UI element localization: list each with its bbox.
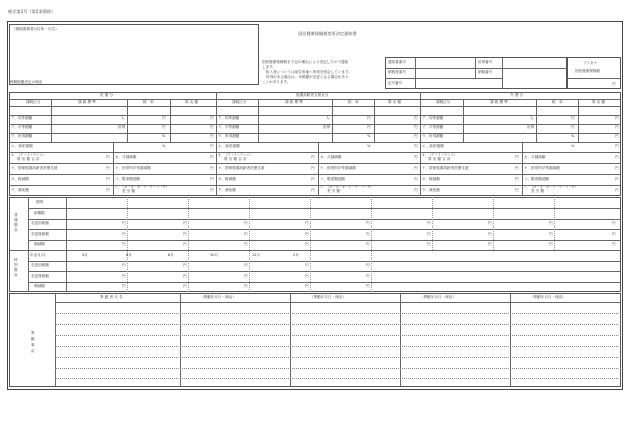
- unit-yen: 円: [615, 116, 619, 120]
- row-i-care: ケ、国保後期高齢者医療支援: [422, 166, 469, 170]
- stamp-top: フリガナ: [583, 61, 598, 65]
- notice-line6: ことがあります。: [262, 80, 291, 84]
- unit-yen: 円: [210, 134, 214, 138]
- month-3: 10月: [210, 253, 219, 257]
- unit-percent: %: [162, 144, 166, 148]
- unit-yen: 円: [183, 242, 187, 246]
- unit-yen: 円: [122, 232, 126, 236]
- notice-line4: 所得がある場合は、年税額が変更となる場合があり: [266, 75, 349, 79]
- unit-yen: 円: [305, 274, 309, 278]
- notice-title: 国民健康保険税変更決定通知書: [298, 31, 357, 36]
- unit-yen: 円: [106, 177, 110, 181]
- section-medical: 医 療 分: [100, 93, 114, 97]
- general-label: 普通徴収: [14, 213, 18, 232]
- row-f-medical: カ、月割減額: [115, 155, 137, 159]
- unit-yen: 円: [183, 232, 187, 236]
- row-i-support: ケ、国保後期高齢者医療支援: [218, 166, 265, 170]
- change-col-0: 異 動 者 氏 名: [100, 295, 123, 299]
- unit-yen: 円: [366, 232, 370, 236]
- row-d-medical: エ、資産割額: [11, 144, 33, 148]
- row-m-care: シ、（オ－カ－キ－ク－ケ－コ－サ）: [524, 185, 578, 189]
- unit-yen: 円: [515, 177, 519, 181]
- change-col-2: （異動年月日・理由）: [310, 295, 346, 299]
- change-col-3: （異動年月日・理由）: [420, 295, 456, 299]
- unit-yen: 円: [210, 144, 214, 148]
- month-2: 8月: [168, 253, 174, 257]
- unit-yen: 円: [488, 221, 492, 225]
- reason-label: 保険税額決定の理由: [10, 80, 43, 84]
- col-cat-care: 課税区分: [436, 100, 451, 104]
- unit-yen: 円: [311, 166, 315, 170]
- row-g-support: キ、軽減額: [218, 177, 236, 181]
- mgmt-notice-no: 通知書番号: [388, 60, 406, 64]
- section-support: 後期高齢者支援金分: [296, 93, 329, 97]
- unit-yen: 円: [162, 125, 166, 129]
- unit-yen: 円: [183, 274, 187, 278]
- unit-yen: 円: [122, 221, 126, 225]
- row-h-medical: ク、減免額: [11, 188, 29, 192]
- period-row-2: 変更前税額: [31, 221, 49, 225]
- unit-yen: 円: [615, 166, 619, 170]
- recipient-box: [9, 24, 259, 85]
- period-row-1: 納期限: [34, 211, 45, 215]
- unit-yen: 円: [549, 242, 553, 246]
- col-rate-care: 税 率: [552, 100, 563, 104]
- row-c-care: ウ、所得割額: [422, 134, 444, 138]
- unit-yen: 円: [106, 155, 110, 159]
- special-row-1: 変更前税額: [31, 263, 49, 267]
- special-row-3: 増減額: [34, 284, 45, 288]
- unit-yen: 円: [210, 166, 214, 170]
- row-m2-medical: 差 引 額: [122, 189, 136, 193]
- unit-yen: 円: [244, 263, 248, 267]
- row-m-medical: シ、（オ－カ－キ－ク－ケ－コ－サ）: [115, 185, 169, 189]
- unit-yen: 円: [122, 284, 126, 288]
- row-e-support: オ、（ア＋イ＋ウ＋エ）: [218, 153, 253, 157]
- unit-yen: 円: [183, 263, 187, 267]
- row-e2-care: 算 出 額 合 計: [428, 157, 451, 161]
- unit-yen: 円: [515, 166, 519, 170]
- unit-yen: 円: [244, 232, 248, 236]
- col-cat-medical: 課税区分: [26, 100, 41, 104]
- unit-yen: 円: [615, 134, 619, 138]
- row-m2-care: 差 引 額: [531, 189, 545, 193]
- row-a-support: ア、均等割額: [218, 116, 240, 120]
- period-row-0: 期別: [36, 200, 44, 204]
- stamp-name: 国民健康保険税: [575, 69, 601, 73]
- section-care: 介 護 分: [510, 93, 524, 97]
- unit-yen: 円: [571, 125, 575, 129]
- col-amt-medical: 算 出 額: [185, 100, 199, 104]
- col-std-medical: 課 税 標 準: [78, 100, 96, 104]
- unit-yen: 円: [305, 242, 309, 246]
- row-f-support: カ、月割減額: [320, 155, 342, 159]
- unit-percent: %: [367, 144, 371, 148]
- month-5: 2月: [293, 253, 299, 257]
- unit-yen: 円: [183, 221, 187, 225]
- change-label: 異動事由: [31, 331, 35, 353]
- row-h-care: ク、減免額: [422, 188, 440, 192]
- row-k-support: コ、限度額超額: [320, 177, 346, 181]
- period-row-4: 増減額: [34, 242, 45, 246]
- unit-yen: 円: [427, 242, 431, 246]
- notice-line3: 転入者については前住所地へ所得を照会しています。: [266, 70, 352, 74]
- month-1: 6月: [126, 253, 132, 257]
- mgmt-record-no: 記号番号: [388, 81, 403, 85]
- notice-line1: 国民健康保険税を下記の理由により決定したので通知: [262, 60, 349, 64]
- unit-yen: 円: [515, 155, 519, 159]
- mgmt-grid: [385, 57, 567, 89]
- row-h-support: ク、減免額: [218, 188, 236, 192]
- unit-yen: 円: [615, 188, 619, 192]
- unit-yen: 円: [615, 155, 619, 159]
- row-e2-support: 算 出 額 合 計: [224, 157, 247, 161]
- unit-yen: 円: [122, 274, 126, 278]
- unit-yen: 円: [414, 116, 418, 120]
- unit-yen: 円: [162, 116, 166, 120]
- unit-yen: 円: [122, 263, 126, 267]
- row-e-care: オ、（ア＋イ＋ウ＋エ）: [422, 153, 457, 157]
- row-b-support: イ、平等割額: [218, 125, 240, 129]
- row-g-care: キ、軽減額: [422, 177, 440, 181]
- col-rate-support: 税 率: [348, 100, 359, 104]
- unit-yen: 円: [106, 188, 110, 192]
- col-amt-care: 算 出 額: [592, 100, 606, 104]
- tax-period-block: [9, 197, 621, 292]
- row-a-care: ア、均等割額: [422, 116, 444, 120]
- row-f-care: カ、月割減額: [524, 155, 546, 159]
- col-std-support: 課 税 標 準: [285, 100, 303, 104]
- row-m-support: シ、（オ－カ－キ－ク－ケ－コ－サ）: [320, 185, 374, 189]
- stamp-yen: 円: [612, 82, 616, 86]
- row-c-medical: ウ、所得割額: [11, 134, 33, 138]
- row-k-care: コ、限度額超額: [524, 177, 550, 181]
- change-block: [9, 293, 621, 387]
- row-j-support: ケ、世帯別平等割減額: [320, 166, 356, 170]
- unit-household: 世帯: [527, 125, 535, 129]
- unit-yen: 円: [367, 125, 371, 129]
- special-label: 特別徴収: [14, 258, 18, 277]
- unit-yen: 円: [244, 274, 248, 278]
- unit-yen: 円: [305, 221, 309, 225]
- unit-yen: 円: [414, 188, 418, 192]
- month-4: 12月: [252, 253, 261, 257]
- unit-yen: 円: [210, 188, 214, 192]
- row-j-medical: ケ、世帯別平等割減額: [115, 166, 151, 170]
- mgmt-tax-no: 納税番号: [478, 70, 493, 74]
- unit-yen: 円: [305, 232, 309, 236]
- col-amt-support: 算 出 額: [388, 100, 402, 104]
- unit-yen: 円: [366, 263, 370, 267]
- unit-yen: 円: [612, 242, 616, 246]
- unit-yen: 円: [366, 274, 370, 278]
- unit-yen: 円: [210, 155, 214, 159]
- unit-percent: %: [367, 134, 371, 138]
- unit-yen: 円: [183, 284, 187, 288]
- unit-yen: 円: [305, 284, 309, 288]
- unit-yen: 円: [612, 221, 616, 225]
- form-title: 様式第2号（第2条関係）: [8, 9, 56, 14]
- unit-percent: %: [571, 144, 575, 148]
- unit-yen: 円: [244, 242, 248, 246]
- col-std-care: 課 税 標 準: [490, 100, 508, 104]
- unit-yen: 円: [488, 242, 492, 246]
- unit-yen: 円: [210, 125, 214, 129]
- unit-household: 世帯: [118, 125, 126, 129]
- unit-yen: 円: [414, 144, 418, 148]
- row-b-medical: イ、平等割額: [11, 125, 33, 129]
- row-d-care: エ、資産割額: [422, 144, 444, 148]
- unit-person: 人: [121, 116, 125, 120]
- row-a-medical: ア、均等割額: [11, 116, 33, 120]
- unit-yen: 円: [427, 221, 431, 225]
- unit-yen: 円: [414, 177, 418, 181]
- unit-person: 人: [530, 116, 534, 120]
- month-0: 4月: [82, 253, 88, 257]
- unit-yen: 円: [244, 284, 248, 288]
- unit-yen: 円: [571, 116, 575, 120]
- unit-yen: 円: [311, 177, 315, 181]
- unit-yen: 円: [414, 134, 418, 138]
- unit-yen: 円: [106, 166, 110, 170]
- row-c-support: ウ、所得割額: [218, 134, 240, 138]
- col-cat-support: 課税区分: [232, 100, 247, 104]
- row-m2-support: 差 引 額: [327, 189, 341, 193]
- unit-yen: 円: [414, 125, 418, 129]
- mgmt-insured-no: 世帯番号: [478, 60, 493, 64]
- unit-yen: 円: [210, 177, 214, 181]
- unit-yen: 円: [488, 232, 492, 236]
- unit-person: 人: [326, 116, 330, 120]
- row-e-medical: オ、（ア＋イ＋ウ＋エ）: [11, 153, 46, 157]
- unit-yen: 円: [210, 116, 214, 120]
- unit-yen: 円: [366, 242, 370, 246]
- unit-household: 世帯: [323, 125, 331, 129]
- unit-yen: 円: [549, 221, 553, 225]
- change-col-1: （異動年月日・理由）: [200, 295, 236, 299]
- row-k-medical: コ、限度額超額: [115, 177, 141, 181]
- row-d-support: エ、資産割額: [218, 144, 240, 148]
- unit-yen: 円: [612, 232, 616, 236]
- row-j-care: ケ、世帯別平等割減額: [524, 166, 560, 170]
- unit-yen: 円: [122, 242, 126, 246]
- row-g-medical: キ、軽減額: [11, 177, 29, 181]
- unit-yen: 円: [414, 155, 418, 159]
- unit-yen: 円: [366, 284, 370, 288]
- unit-yen: 円: [615, 144, 619, 148]
- mgmt-payer-no: 納税者番号: [388, 70, 406, 74]
- notice-line2: します。: [262, 65, 277, 69]
- unit-yen: 円: [305, 263, 309, 267]
- unit-yen: 円: [427, 232, 431, 236]
- unit-yen: 円: [549, 232, 553, 236]
- unit-percent: %: [162, 134, 166, 138]
- row-i-medical: ケ、国保後期高齢者医療支援: [11, 166, 58, 170]
- special-row-0: 年金月/月: [30, 253, 46, 257]
- unit-yen: 円: [311, 188, 315, 192]
- unit-yen: 円: [311, 155, 315, 159]
- unit-percent: %: [571, 134, 575, 138]
- unit-yen: 円: [615, 125, 619, 129]
- unit-yen: 円: [615, 177, 619, 181]
- unit-yen: 円: [367, 116, 371, 120]
- unit-yen: 円: [515, 188, 519, 192]
- unit-yen: 円: [366, 221, 370, 225]
- period-row-3: 変更後税額: [31, 232, 49, 236]
- row-e2-medical: 算 出 額 合 計: [17, 157, 40, 161]
- unit-yen: 円: [414, 166, 418, 170]
- special-row-2: 変更後税額: [31, 274, 49, 278]
- change-col-4: （異動年月日・理由）: [530, 295, 566, 299]
- unit-yen: 円: [244, 221, 248, 225]
- recipient-label: （納税義務者の住所・氏名）: [12, 27, 59, 31]
- row-b-care: イ、平等割額: [422, 125, 444, 129]
- col-rate-medical: 税 率: [143, 100, 154, 104]
